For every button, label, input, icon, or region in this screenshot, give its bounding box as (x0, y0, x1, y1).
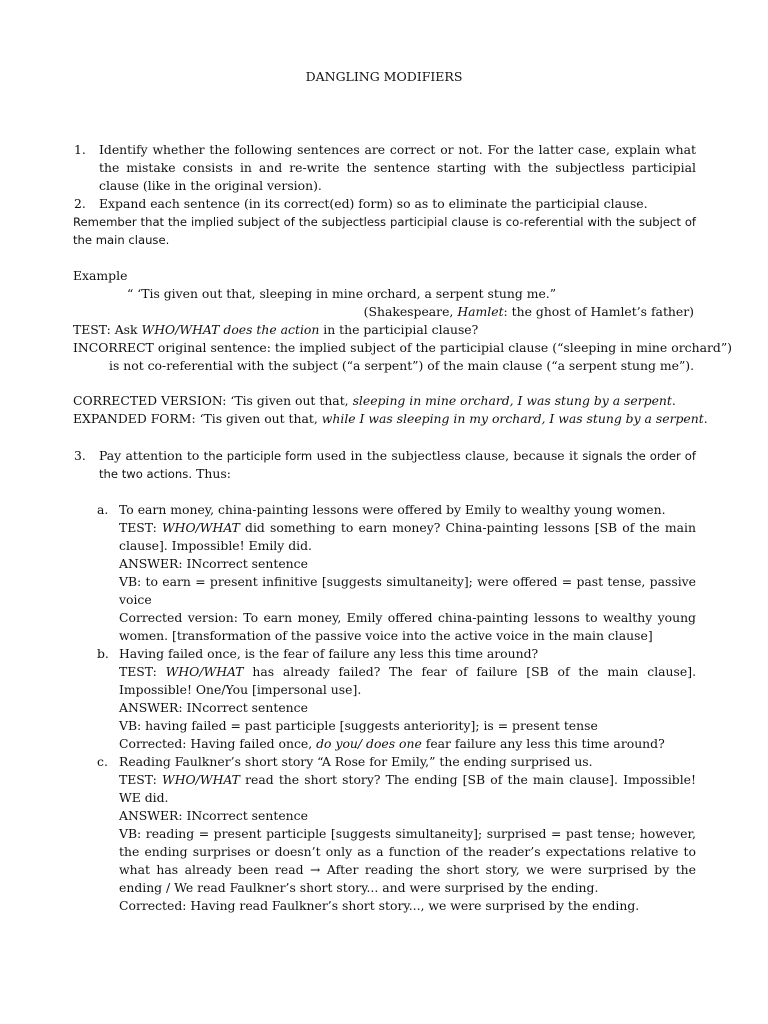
item-b-test: TEST: WHO/WHAT has already failed? The fear of failure [SB of the main clause]. Impossible! One/You [impersonal use]. (119, 664, 697, 697)
example-corrected: CORRECTED VERSION: ‘Tis given out that, sleeping in mine orchard, I was stung by a serpent. (73, 393, 676, 408)
item-label-c: c. (97, 754, 108, 769)
item-label-b: b. (97, 646, 109, 661)
item-a (119, 501, 696, 645)
item-c-test: TEST: WHO/WHAT read the short story? The ending [SB of the main clause]. Impossible! WE did. (119, 772, 696, 805)
item-a-answer: ANSWER: INcorrect sentence (119, 556, 308, 571)
instruction-number-2: 2. (74, 196, 86, 211)
item-a-corrected: Corrected version: To earn money, Emily offered china-painting lessons to wealthy young women. [transformation of the passive voice into the active voice in the main clause] (119, 610, 696, 643)
item-b-answer: ANSWER: INcorrect sentence (119, 700, 308, 715)
example-expanded: EXPANDED FORM: ‘Tis given out that, while I was sleeping in my orchard, I was stung by a serpent. (73, 411, 708, 426)
item-b (119, 645, 696, 753)
instruction-text-1: Identify whether the following sentences are correct or not. For the latter case, explain what the mistake consists in and re-write the sentence starting with the subjectless participial clause (like in the original version). (99, 142, 696, 193)
example-quote: “ ‘Tis given out that, sleeping in mine orchard, a serpent stung me.” (127, 286, 557, 301)
item-c-vb: VB: reading = present participle [suggests simultaneity]; surprised = past tense; however, the ending surprises or doesn’t only as a function of the reader’s expectations relative to what has already been read → After reading the short story, we were surprised by the ending / We read Faulkner’s short story... and were surprised by the ending. (119, 826, 696, 895)
item-b-vb: VB: having failed = past participle [suggests anteriority]; is = present tense (119, 718, 598, 733)
example-source: (Shakespeare, Hamlet: the ghost of Hamlet’s father) (363, 304, 694, 319)
item-a-test: TEST: WHO/WHAT did something to earn money? China-painting lessons [SB of the main clause]. Impossible! Emily did. (119, 520, 696, 553)
item-c-sentence: Reading Faulkner’s short story “A Rose for Emily,” the ending surprised us. (119, 754, 593, 769)
remember-note: Remember that the implied subject of the subjectless participial clause is co-referential with the subject of the main clause. (73, 215, 696, 247)
item-a-vb: VB: to earn = present infinitive [suggests simultaneity]; were offered = past tense, passive voice (119, 574, 696, 607)
example-test: TEST: Ask WHO/WHAT does the action in the participial clause? (73, 322, 479, 337)
example-label: Example (73, 268, 128, 283)
item-label-a: a. (97, 502, 109, 517)
page-title: DANGLING MODIFIERS (305, 69, 463, 84)
instruction-number-1: 1. (74, 142, 86, 157)
instruction-text-2: Expand each sentence (in its correct(ed) form) so as to eliminate the participial clause. (99, 196, 648, 211)
item-c-corrected: Corrected: Having read Faulkner’s short story..., we were surprised by the ending. (119, 898, 640, 913)
item-b-corrected: Corrected: Having failed once, do you/ does one fear failure any less this time around? (119, 736, 665, 751)
item-c-answer: ANSWER: INcorrect sentence (119, 808, 308, 823)
item-c (119, 753, 696, 915)
point-text-3: Pay attention to the participle form used in the subjectless clause, because it signals the order of the two actions. Thus: (99, 448, 696, 481)
item-b-sentence: Having failed once, is the fear of failure any less this time around? (119, 646, 539, 661)
point-number-3: 3. (74, 448, 86, 463)
item-a-sentence: To earn money, china-painting lessons were offered by Emily to wealthy young women. (119, 502, 666, 517)
example-incorrect: INCORRECT original sentence: the implied subject of the participial clause (“sleeping in mine orchard”) is not co-referential with the subject (“a serpent”) of the main clause (“a serpent stung me”). (73, 340, 732, 373)
